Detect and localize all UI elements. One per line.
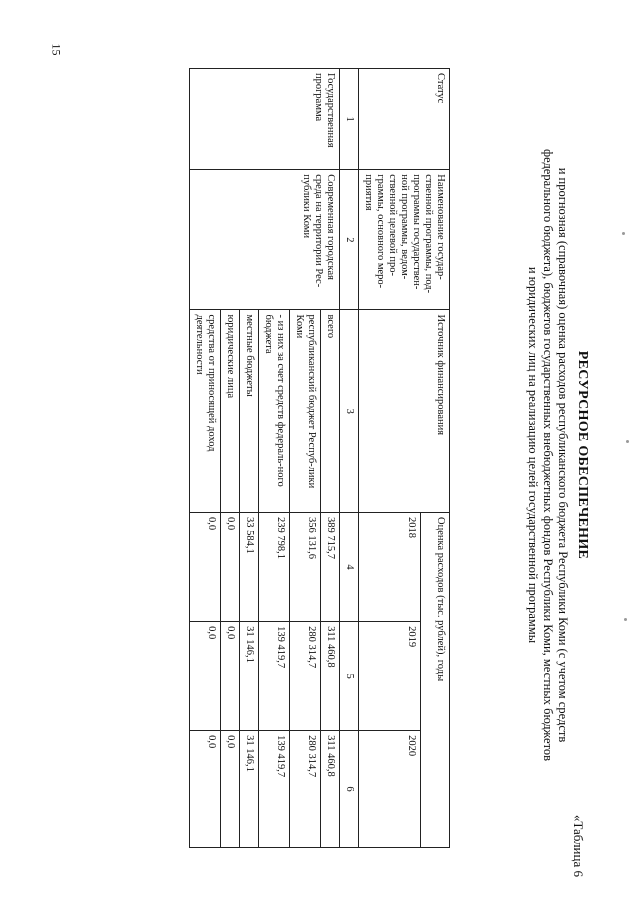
subtitle-line-1: и прогнозная (справочная) оценка расходов республиканского бюджета Республики Коми (с учетом средств [556,167,570,743]
col-number: 5 [340,622,359,731]
value-2018: 0,0 [190,513,221,622]
source-cell: республиканский бюджет Респуб-лики Коми [290,310,321,513]
source-cell: - из них за счет средств федераль-ного бюджета [259,310,290,513]
value-2020: 311 460,8 [321,731,340,848]
subtitle-line-3: и юридических лиц на реализацию целей государственной программы [526,266,540,644]
value-2018: 0,0 [221,513,240,622]
numbering-row [340,69,359,848]
program-name-cell: Современная городская среда на территории Рес-публики Коми [190,170,340,310]
header-name: Наименование государ-ственной программы, под-программы государствен-ной программы, ведом-ственной целевой про-граммы, основного меро-приятия [359,170,450,310]
document-title: РЕСУРСНОЕ ОБЕСПЕЧЕНИЕ [575,350,590,560]
value-2020: 139 419,7 [259,731,290,848]
value-2019: 311 460,8 [321,622,340,731]
col-number: 1 [340,69,359,170]
subtitle-line-2: федерального бюджета), бюджетов государственных внебюджетных фондов Республики Коми, местных бюджетов [541,148,555,762]
source-cell: средства от приносящей доход деятельности [190,310,221,513]
value-2019: 31 146,1 [240,622,259,731]
value-2020: 280 314,7 [290,731,321,848]
resource-table [189,68,450,848]
scan-speck [626,440,629,443]
source-cell: юридические лица [221,310,240,513]
value-2020: 31 146,1 [240,731,259,848]
header-source: Источник финансирования [359,310,450,513]
value-2020: 0,0 [221,731,240,848]
title-block [525,70,590,840]
source-cell: всего [321,310,340,513]
value-2018: 239 798,1 [259,513,290,622]
value-2019: 280 314,7 [290,622,321,731]
page-number: 15 [49,43,64,56]
header-row [421,69,450,848]
value-2018: 356 131,6 [290,513,321,622]
header-estimate: Оценка расходов (тыс. рублей), годы [421,513,450,848]
header-year-2020: 2020 [359,731,421,848]
value-2019: 0,0 [221,622,240,731]
source-cell: местные бюджеты [240,310,259,513]
col-number: 4 [340,513,359,622]
scan-speck [624,618,627,621]
value-2019: 0,0 [190,622,221,731]
scan-speck [622,232,625,235]
value-2019: 139 419,7 [259,622,290,731]
value-2020: 0,0 [190,731,221,848]
table-row [321,69,340,848]
col-number: 2 [340,170,359,310]
table-caption: «Таблица 6 [571,814,586,877]
value-2018: 33 584,1 [240,513,259,622]
header-year-2019: 2019 [359,622,421,731]
value-2018: 389 715,7 [321,513,340,622]
status-cell: Государственная программа [190,69,340,170]
col-number: 6 [340,731,359,848]
header-status: Статус [359,69,450,170]
col-number: 3 [340,310,359,513]
header-year-2018: 2018 [359,513,421,622]
